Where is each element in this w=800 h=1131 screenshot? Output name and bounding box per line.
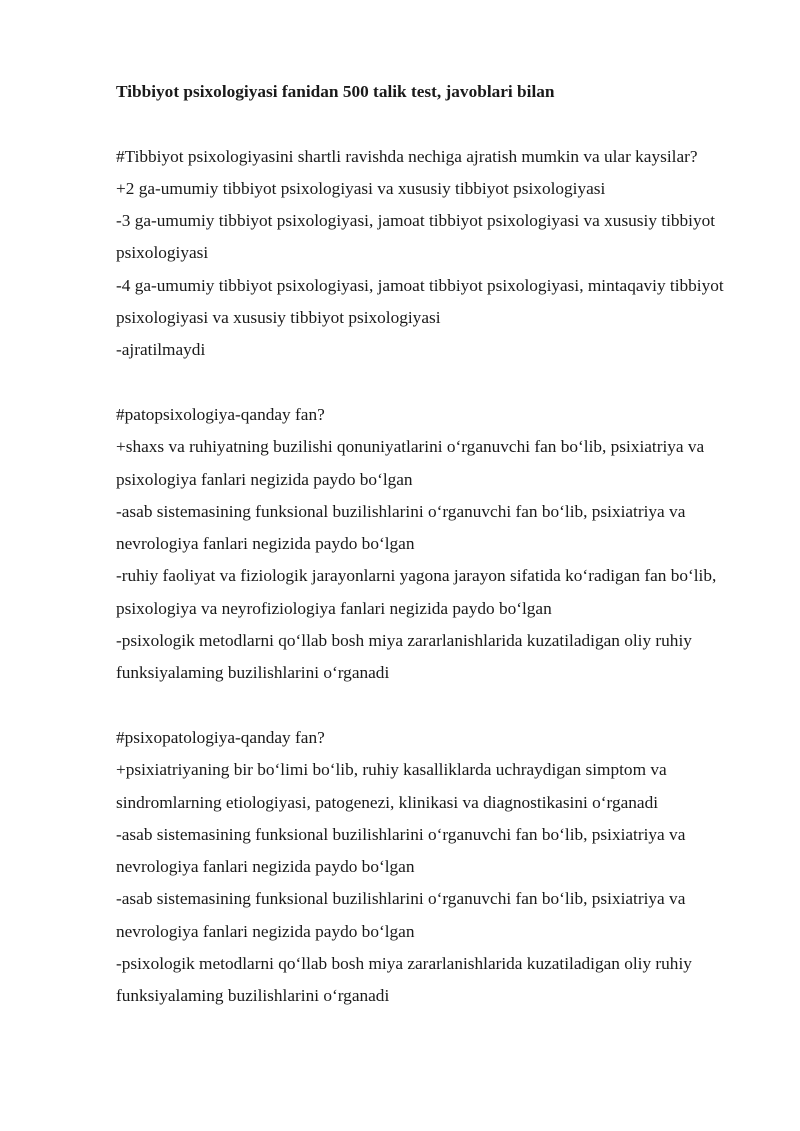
answer-option-correct: +shaxs va ruhiyatning buzilishi qonuniyatlarini o‘rganuvchi fan bo‘lib, psixiatriya va psixologiya fanlari negizida paydo bo‘lgan [116,437,705,489]
answer-option-correct: +psixiatriyaning bir bo‘limi bo‘lib, ruhiy kasalliklarda uchraydigan simptom va sindromlarning etiologiyasi, patogenezi, klinikasi va diagnostikasini o‘rganadi [116,760,667,812]
answer-option: -ruhiy faoliyat va fiziologik jarayonlarni yagona jarayon sifatida ko‘radigan fan bo‘lib, psixologiya va neyrofiziologiya fanlari negizida paydo bo‘lgan [116,566,717,618]
question-block-1 [116,141,756,367]
document-body [116,76,756,1045]
answer-option: -asab sistemasining funksional buzilishlarini o‘rganuvchi fan bo‘lib, psixiatriya va nevrologiya fanlari negizida paydo bo‘lgan [116,889,686,941]
answer-option: -asab sistemasining funksional buzilishlarini o‘rganuvchi fan bo‘lib, psixiatriya va nevrologiya fanlari negizida paydo bo‘lgan [116,824,686,877]
question-block-3 [116,722,756,1013]
document-title: Tibbiyot psixologiyasi fanidan 500 talik test, javoblari bilan [116,82,555,101]
answer-option-correct: +2 ga-umumiy tibbiyot psixologiyasi va xususiy tibbiyot psixologiyasi [116,178,606,198]
answer-option: -3 ga-umumiy tibbiyot psixologiyasi, jamoat tibbiyot psixologiyasi va xususiy tibbiyot psixologiyasi [116,211,716,263]
answer-option: -asab sistemasining funksional buzilishlarini o‘rganuvchi fan bo‘lib, psixiatriya va nevrologiya fanlari negizida paydo bo‘lgan [116,501,686,554]
answer-option: -ajratilmaydi [116,340,206,360]
answer-option: -4 ga-umumiy tibbiyot psixologiyasi, jamoat tibbiyot psixologiyasi, mintaqaviy tibbiyot psixologiyasi va xususiy tibbiyot psixologiyasi [116,275,724,328]
question-text: #patopsixologiya-qanday fan? [116,404,325,424]
question-text: #psixopatologiya-qanday fan? [116,727,325,747]
question-block-2 [116,399,756,690]
answer-option: -psixologik metodlarni qo‘llab bosh miya zararlanishlarida kuzatiladigan oliy ruhiy funksiyalaming buzilishlarini o‘rganadi [116,954,692,1006]
answer-option: -psixologik metodlarni qo‘llab bosh miya zararlanishlarida kuzatiladigan oliy ruhiy funksiyalaming buzilishlarini o‘rganadi [116,631,692,683]
question-text: #Tibbiyot psixologiyasini shartli ravishda nechiga ajratish mumkin va ular kaysilar? [116,146,698,166]
